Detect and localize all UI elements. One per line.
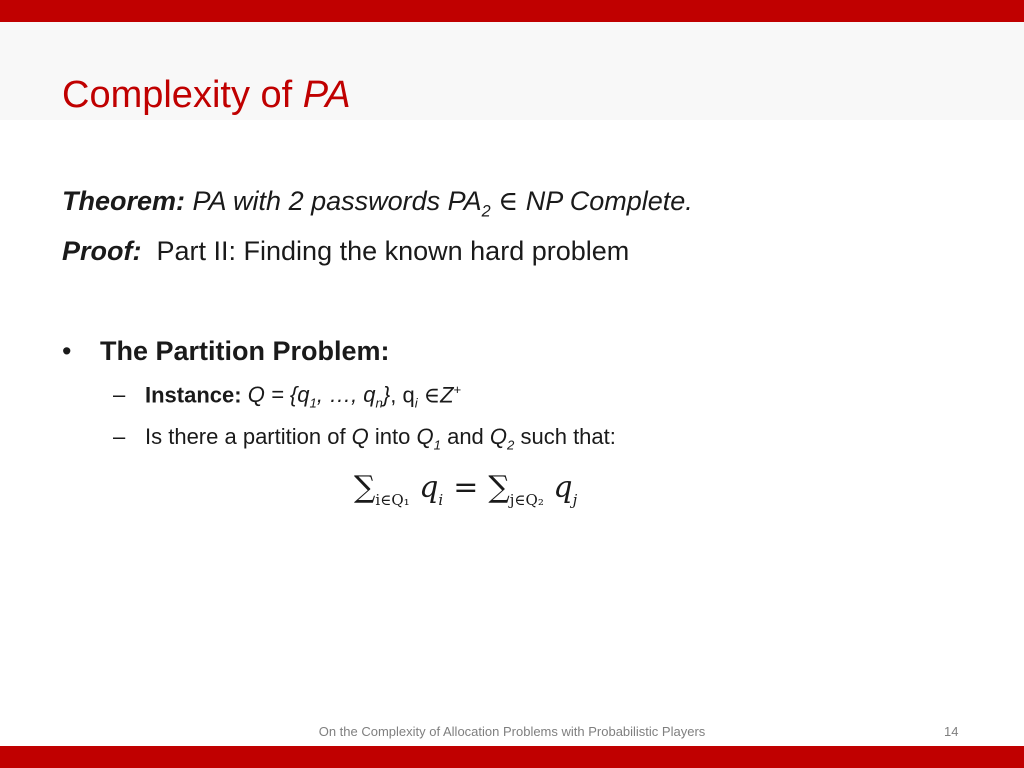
partition-bullet bbox=[62, 336, 390, 367]
proof-label: Proof: bbox=[62, 236, 142, 266]
proof-line bbox=[62, 236, 629, 267]
footer-text: On the Complexity of Allocation Problems with Probabilistic Players bbox=[318, 724, 706, 739]
title-italic: PA bbox=[302, 74, 351, 116]
theorem-label: Theorem: bbox=[62, 186, 186, 216]
theorem-line: Theorem: PA with 2 passwords $PA_2$ ∈ NP Complete. bbox=[62, 186, 693, 221]
partition-heading: The Partition Problem: bbox=[100, 336, 390, 366]
instance-line: – Instance: $Q = \{q_1$, …, $q_n$}, $q_i$ ∈Z+ bbox=[113, 382, 462, 411]
theorem-text: PA with 2 passwords PA bbox=[192, 186, 482, 216]
dash-marker: – bbox=[113, 382, 126, 408]
theorem-rest: NP Complete. bbox=[525, 186, 693, 216]
page-number: 14 bbox=[944, 724, 959, 739]
bottom-accent-bar bbox=[0, 746, 1024, 768]
slide-title: Complexity of PA bbox=[62, 74, 351, 116]
dash-marker: – bbox=[113, 424, 126, 449]
bullet-marker: • bbox=[62, 336, 72, 366]
top-accent-bar bbox=[0, 0, 1024, 22]
instance-label: Instance: bbox=[145, 382, 242, 408]
partition-equation: $\sum_{i\in Q_1}$ $q_i = \sum_{j\in Q_2}$ $q_j$ bbox=[354, 470, 578, 509]
question-line: – Is there a partition of Q into $Q_1$ and $Q_2$ such that: bbox=[113, 424, 616, 453]
proof-text: Part II: Finding the known hard problem bbox=[156, 236, 630, 266]
